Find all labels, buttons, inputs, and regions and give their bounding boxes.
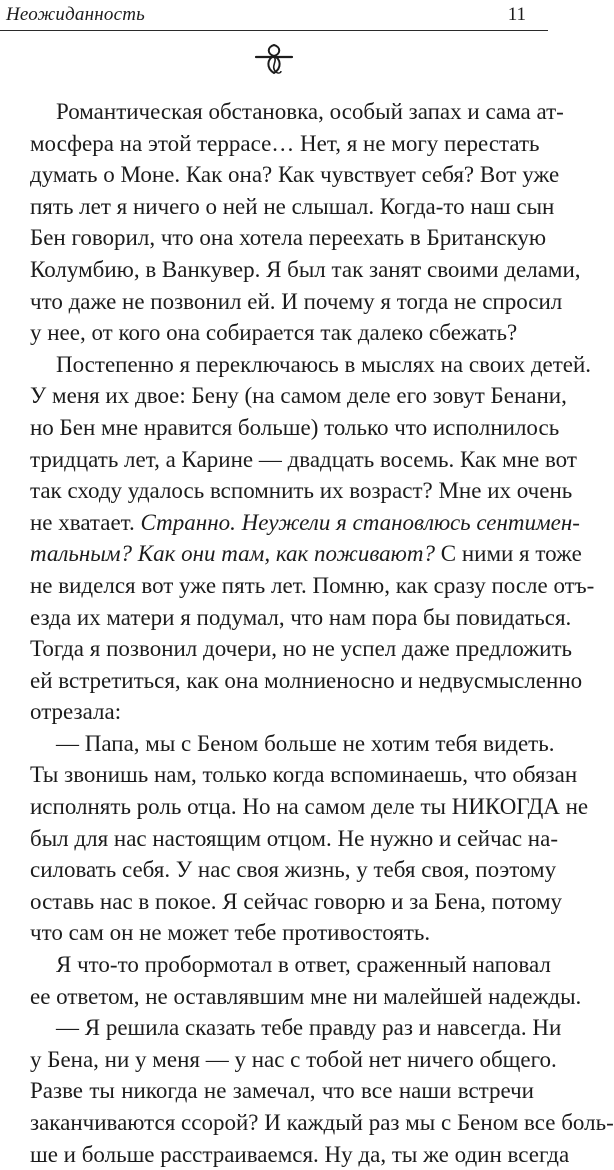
line-text: С ними я тоже xyxy=(434,541,582,567)
line-text: что даже не позвонил ей. И почему я тогда не спросил xyxy=(30,288,563,314)
line-text: оставь нас в покое. Я сейчас говорю и за Бена, потому xyxy=(30,888,563,914)
text-line xyxy=(30,1012,562,1044)
line-text: ее ответом, не оставлявшим мне ни малейшей надежды. xyxy=(30,983,582,1009)
text-line xyxy=(30,602,572,634)
italic-text: тальным? Как они там, как поживают? xyxy=(30,541,435,567)
line-text: — Я решила сказать тебе правду раз и навсегда. Ни xyxy=(56,1015,562,1041)
text-line xyxy=(30,254,581,286)
text-line xyxy=(30,886,563,918)
fleuron-ornament-icon xyxy=(254,42,294,76)
line-text: Бен говорил, что она хотела переехать в Британскую xyxy=(30,225,547,251)
text-line xyxy=(30,191,555,223)
line-text: пять лет я ничего о ней не слышал. Когда-то наш сын xyxy=(30,193,555,219)
text-line xyxy=(30,1107,614,1139)
text-line xyxy=(30,949,551,981)
text-line xyxy=(30,380,567,412)
line-text: мосфера на этой террасе… Нет, я не могу перестать xyxy=(30,130,540,156)
line-text: — Папа, мы с Беном больше не хотим тебя видеть. xyxy=(56,730,555,756)
text-line xyxy=(30,823,558,855)
text-line xyxy=(30,728,555,760)
line-text: у нее, от кого она собирается так далеко сбежать? xyxy=(30,320,518,346)
line-text: но Бен мне нравится больше) только что исполнилось xyxy=(30,414,560,440)
body-text xyxy=(30,96,614,1170)
line-text: силовать себя. У нас своя жизнь, у тебя своя, поэтому xyxy=(30,857,557,883)
line-text: не виделся вот уже пять лет. Помню, как сразу после отъ- xyxy=(30,572,595,598)
text-line xyxy=(30,128,540,160)
line-text: у Бена, ни у меня — у нас с тобой нет ничего общего. xyxy=(30,1046,557,1072)
text-line xyxy=(30,475,573,507)
text-line xyxy=(30,538,582,570)
text-line xyxy=(30,570,595,602)
text-line xyxy=(30,222,547,254)
text-line xyxy=(30,444,577,476)
running-header xyxy=(6,4,526,30)
text-line xyxy=(30,665,583,697)
line-text: отрезала: xyxy=(30,699,122,725)
line-text: думать о Моне. Как она? Как чувствует себя? Вот уже xyxy=(30,162,560,188)
text-line xyxy=(30,349,592,381)
text-line xyxy=(30,159,560,191)
line-text: был для нас настоящим отцом. Не нужно и сейчас на- xyxy=(30,825,558,851)
text-line xyxy=(30,981,582,1013)
text-line xyxy=(30,1044,557,1076)
header-rule xyxy=(0,30,548,31)
text-line xyxy=(30,412,560,444)
line-text: У меня их двое: Бену (на самом деле его зовут Бенани, xyxy=(30,383,567,409)
text-line xyxy=(30,1075,534,1107)
line-text: ей встретиться, как она молниеносно и недвусмысленно xyxy=(30,667,583,693)
line-text: езда их матери я подумал, что нам пора бы повидаться. xyxy=(30,604,572,630)
text-line xyxy=(30,286,563,318)
text-line xyxy=(30,917,534,949)
text-line xyxy=(30,854,557,886)
line-text: исполнять роль отца. Но на самом деле ты НИКОГДА не xyxy=(30,794,589,820)
line-text: так сходу удалось вспомнить их возраст? Мне их очень xyxy=(30,478,573,504)
text-line xyxy=(30,317,534,349)
text-line xyxy=(30,507,580,539)
line-text: заканчиваются ссорой? И каждый раз мы с Беном все боль- xyxy=(30,1110,614,1135)
italic-text: Странно. Неужели я становлюсь сентимен- xyxy=(140,509,580,535)
line-text: Тогда я позвонил дочери, но не успел даже предложить xyxy=(30,636,573,662)
line-text: Я что-то пробормотал в ответ, сраженный наповал xyxy=(56,952,551,978)
line-text: Постепенно я переключаюсь в мыслях на своих детей. xyxy=(56,351,592,377)
line-text: не хватает. xyxy=(30,509,141,535)
line-text: Разве ты никогда не замечал, что все наши встречи xyxy=(30,1078,534,1104)
text-line xyxy=(30,1139,570,1170)
line-text: тридцать лет, а Карине — двадцать восемь. Как мне вот xyxy=(30,446,577,472)
chapter-title: Неожиданность xyxy=(6,4,145,25)
text-line xyxy=(30,633,573,665)
line-text: что сам он не может тебе противостоять. xyxy=(30,920,431,946)
line-text: Колумбию, в Ванкувер. Я был так занят своими делами, xyxy=(30,256,581,282)
page-number: 11 xyxy=(507,4,526,25)
text-line xyxy=(30,696,534,728)
text-line xyxy=(30,96,564,128)
text-line xyxy=(30,759,578,791)
line-text: Ты звонишь нам, только когда вспоминаешь, что обязан xyxy=(30,762,578,788)
line-text: Романтическая обстановка, особый запах и сама ат- xyxy=(56,99,564,124)
text-line xyxy=(30,791,589,823)
line-text: ше и больше расстраиваемся. Ну да, ты же один всегда xyxy=(30,1141,570,1167)
